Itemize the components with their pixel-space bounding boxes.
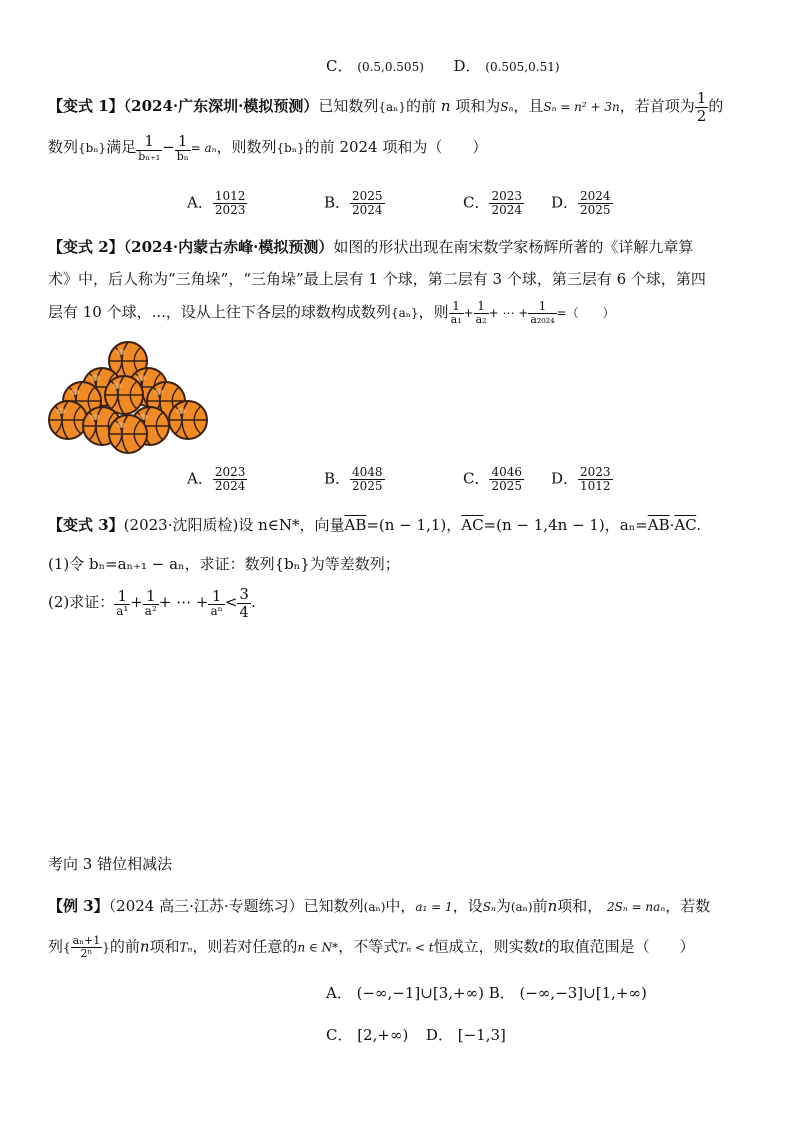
text: 术》中，后人称为“三角垛”，“三角垛”最上层有 1 个球，第二层有 3 个球，第三层有 6 个球，第四: [48, 270, 706, 288]
math: Sₙ = n² + 3n: [543, 100, 620, 114]
math: Sₙ: [482, 900, 496, 914]
option-b-text: (−∞,−3]∪[1,+∞): [519, 984, 647, 1002]
text: 项和，: [557, 897, 603, 915]
math: (aₙ): [510, 900, 533, 914]
option-c-label: C．: [326, 57, 353, 75]
text: 项和为: [455, 97, 501, 115]
frac-num: 2024: [580, 189, 611, 203]
option-c-text: (0.5,0.505): [357, 60, 424, 74]
frac-den: 2: [696, 106, 707, 125]
option-label: A．: [187, 193, 213, 212]
fraction: [350, 466, 385, 493]
text: ，则数列: [216, 137, 277, 156]
math: + ⋯ +: [158, 593, 209, 611]
frac-num: 1: [143, 588, 159, 606]
variant3-tag: 【变式 3】: [48, 516, 124, 534]
ball: [169, 401, 207, 439]
vector-ac: $\overline{AC}$: [674, 516, 697, 534]
math: {aₙ}: [390, 306, 419, 321]
example3-line1: [48, 895, 710, 916]
variant2-tag: 【变式 2】: [48, 238, 124, 256]
math: n: [547, 897, 558, 915]
option-label: C．: [463, 193, 490, 212]
option-label: D．: [551, 469, 579, 488]
option-a-label: A．: [326, 984, 352, 1002]
text: 设 n∈N*，向量: [238, 516, 345, 534]
frac-num: 2023: [214, 465, 246, 479]
frac-num: 2023: [491, 189, 523, 203]
variant3-source: (2023·沈阳质检): [123, 516, 239, 534]
option-label: A．: [187, 469, 213, 488]
frac-den: 2ⁿ: [80, 947, 93, 961]
example3-options-cd: [326, 1024, 506, 1045]
frac-num: 1: [696, 89, 707, 107]
fraction: [449, 300, 464, 326]
text: (1)令 bₙ=aₙ₊₁ − aₙ，求证：数列{bₙ}为等差数列；: [48, 555, 400, 573]
text: ，则: [418, 303, 449, 322]
text: 满足: [106, 137, 137, 156]
math: {bₙ}: [78, 140, 107, 155]
option-c-label: C．: [326, 1026, 353, 1044]
frac-den: 2025: [491, 479, 523, 494]
text: 已知数列: [318, 97, 379, 115]
math: t: [538, 937, 545, 956]
text: 项和: [149, 937, 180, 956]
basketball-pile-image: [44, 340, 212, 456]
frac-num: 2023: [580, 465, 611, 479]
option-b-label: B．: [488, 984, 515, 1002]
math: 2Sₙ = naₙ: [607, 900, 666, 914]
frac-num: 1: [474, 300, 489, 314]
math: <: [224, 593, 238, 611]
frac-num: aₙ+1: [72, 934, 101, 947]
option-d-label: D．: [425, 1026, 453, 1044]
math: +: [130, 593, 143, 611]
frac-den: 2025: [580, 203, 611, 218]
variant2-line3: [48, 300, 615, 326]
math: {bₙ}: [276, 140, 305, 155]
variant2-line2: [48, 268, 706, 289]
text: 的: [708, 97, 724, 115]
text: 如图的形状出现在南宋数学家杨辉所著的《详解九章算: [333, 238, 694, 256]
frac-den: a²: [144, 604, 157, 619]
text: 已知数列: [303, 897, 364, 915]
text: 列: [48, 937, 64, 956]
math: = aₙ: [190, 140, 217, 155]
ball: [109, 415, 147, 453]
math: .: [250, 593, 256, 611]
math: + ⋯ +: [488, 306, 529, 321]
text: ·: [669, 516, 675, 534]
example3-options-ab: [326, 982, 647, 1003]
fraction: [489, 190, 524, 217]
frac-num: 3: [239, 585, 249, 603]
text: =(n − 1,4n − 1)，aₙ=: [483, 516, 648, 534]
fraction: [578, 190, 613, 217]
fraction: [213, 466, 248, 493]
frac-num: 1: [528, 300, 556, 314]
variant1-option-b: [324, 190, 385, 217]
text: 的取值范围是（ ）: [544, 937, 695, 956]
fraction: [237, 586, 251, 620]
frac-den: bₙ₊₁: [138, 149, 161, 163]
fraction: [489, 466, 524, 493]
variant1-option-a: [187, 190, 247, 217]
variant2-source: （2024·内蒙古赤峰·模拟预测）: [123, 238, 334, 256]
text: 的前: [406, 97, 437, 115]
fraction: [136, 133, 162, 163]
frac-num: 4046: [491, 465, 523, 479]
option-label: C．: [463, 469, 490, 488]
example3-source: （2024 高三·江苏·专题练习）: [108, 897, 304, 915]
frac-num: 1012: [214, 189, 246, 203]
frac-den: aⁿ: [210, 604, 223, 619]
section-heading: 考向 3 错位相减法: [48, 855, 173, 873]
math: (aₙ): [363, 900, 386, 914]
example3-tag: 【例 3】: [48, 897, 109, 915]
text: ，若数: [665, 897, 711, 915]
fraction: [175, 133, 191, 163]
fraction: [350, 190, 385, 217]
frac-num: 1: [449, 300, 464, 314]
variant2-option-a: [187, 466, 247, 493]
frac-num: 1: [175, 133, 191, 151]
variant1-tag: 【变式 1】: [48, 97, 124, 115]
fraction: [474, 300, 489, 326]
text: 前: [532, 897, 548, 915]
math: n: [139, 937, 150, 956]
text: 为: [495, 897, 511, 915]
math: n ∈ N*: [297, 940, 339, 955]
variant1-option-c: [463, 190, 524, 217]
variant3-part1: [48, 553, 400, 574]
frac-num: 1: [136, 133, 162, 151]
fraction: [213, 190, 248, 217]
variant1-option-d: [551, 190, 613, 217]
variant2-line1: [48, 236, 693, 257]
frac-den: 2023: [214, 203, 246, 218]
frac-den: a₁: [450, 313, 462, 327]
text: 的前: [109, 937, 140, 956]
text: 数列: [48, 137, 79, 156]
math: Sₙ: [500, 100, 514, 114]
vector-ab: $\overline{AB}$: [647, 516, 670, 534]
frac-den: bₙ: [176, 149, 189, 163]
text: ，则若对任意的: [192, 937, 298, 956]
example3-line2: 列{ $\frac{\text{aₙ+1}}{\text{2ⁿ}}$ }的前n项和Tₙ，则若对任意的n ∈ N*，不等式Tₙ < t恒成立，则实数t的取值范围是（ ）: [48, 934, 695, 961]
option-label: D．: [551, 193, 579, 212]
option-c-text: [2,+∞): [357, 1026, 409, 1044]
variant1-line1: [48, 90, 723, 124]
variant3-part2: [48, 586, 256, 620]
fraction: [695, 90, 709, 124]
text: 层有 10 个球，...，设从上往下各层的球数构成数列: [48, 303, 391, 322]
text: (2)求证：: [48, 593, 115, 611]
vector-ab: $\overline{AB}$: [344, 516, 367, 534]
math: a₁ = 1: [415, 900, 453, 914]
math: {aₙ}: [378, 100, 407, 114]
fraction: [114, 588, 130, 619]
fraction: [71, 935, 103, 960]
top-options: [326, 55, 560, 76]
option-label: B．: [324, 193, 351, 212]
text: ，且: [513, 97, 544, 115]
frac-den: a₂₀₂₄: [530, 313, 555, 327]
variant3-line1: [48, 514, 701, 535]
variant1-source: （2024·广东深圳·模拟预测）: [123, 97, 319, 115]
text: =(n − 1,1)，: [366, 516, 462, 534]
math: Tₙ < t: [398, 940, 434, 955]
frac-den: 4: [239, 602, 249, 621]
vector-ac: $\overline{AC}$: [461, 516, 484, 534]
math: +: [463, 306, 474, 321]
frac-den: a¹: [116, 604, 129, 619]
option-d-text: (0.505,0.51): [485, 60, 560, 74]
fraction: [143, 588, 159, 619]
variant2-option-d: [551, 466, 613, 493]
fraction: [208, 588, 224, 619]
frac-den: 2024: [491, 203, 523, 218]
option-a-text: (−∞,−1]∪[3,+∞): [356, 984, 484, 1002]
frac-num: 4048: [352, 465, 383, 479]
math: Tₙ: [179, 940, 193, 955]
text: 恒成立，则实数: [433, 937, 539, 956]
ball: [49, 401, 87, 439]
option-d-label: D．: [453, 57, 481, 75]
text: ，不等式: [338, 937, 399, 956]
math: −: [162, 137, 175, 156]
frac-num: 1: [114, 588, 130, 606]
frac-den: 2024: [352, 203, 383, 218]
frac-den: 1012: [580, 479, 611, 494]
frac-den: 2024: [214, 479, 246, 494]
math: =（ ）: [556, 306, 615, 321]
text: .: [696, 516, 701, 534]
text: ，若首项为: [619, 97, 695, 115]
frac-den: a₂: [475, 313, 487, 327]
text: 中，: [385, 897, 416, 915]
variant2-option-c: [463, 466, 524, 493]
frac-num: 2025: [352, 189, 383, 203]
text: ，设: [452, 897, 483, 915]
fraction: [578, 466, 613, 493]
frac-num: 1: [208, 588, 224, 606]
frac-den: 2025: [352, 479, 383, 494]
text: 的前 2024 项和为（ ）: [304, 137, 488, 156]
option-label: B．: [324, 469, 351, 488]
math: n: [440, 97, 451, 115]
option-d-text: [−1,3]: [457, 1026, 506, 1044]
fraction: [528, 300, 556, 326]
variant1-line2: [48, 133, 487, 163]
variant2-option-b: [324, 466, 385, 493]
